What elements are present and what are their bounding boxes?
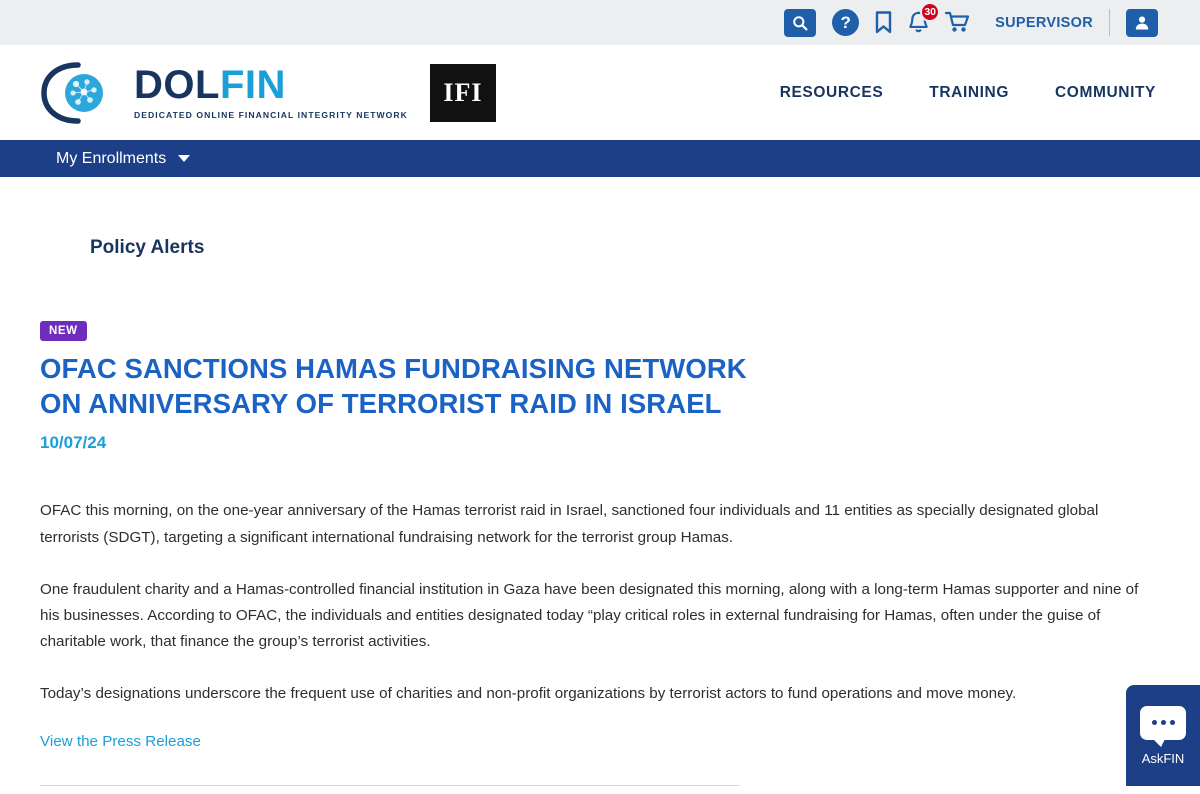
ifi-partner-logo[interactable]: IFI xyxy=(430,64,496,122)
secondary-navigation xyxy=(0,140,1200,177)
alert-date: 10/07/24 xyxy=(40,433,107,453)
utility-divider xyxy=(1109,9,1110,36)
alert-paragraph: One fraudulent charity and a Hamas-controlled financial institution in Gaza have been designated this morning, along with a long-term Hamas supporter and nine of his businesses. According to OFAC, the individuals and entities designated today “play critical roles in external fundraising for Hamas, often under the guise of charitable work, that finance the group’s terrorist activities. xyxy=(40,580,1139,650)
utility-icon-group xyxy=(784,6,1093,37)
chat-bubble-icon xyxy=(1140,706,1186,740)
alert-body xyxy=(40,498,1142,751)
page-title: Policy Alerts xyxy=(90,237,205,258)
notifications-icon[interactable] xyxy=(908,6,937,34)
alert-title: OFAC SANCTIONS HAMAS FUNDRAISING NETWORK ON ANNIVERSARY OF TERRORIST RAID IN ISRAEL xyxy=(40,353,747,420)
bookmark-icon[interactable] xyxy=(875,11,892,34)
search-icon[interactable] xyxy=(784,9,816,37)
alert-paragraph: OFAC this morning, on the one-year anniversary of the Hamas terrorist raid in Israel, sanctioned four individuals and 11 entities as specially designated global terrorists (SDGT), targeting a significant international fundraising network for the terrorist group Hamas. xyxy=(40,502,1099,546)
role-label: SUPERVISOR xyxy=(995,14,1093,31)
dolfin-logo-icon xyxy=(40,62,118,124)
alert-paragraph: Today’s designations underscore the frequent use of charities and non-profit organizations by terrorist actors to fund operations and move money. xyxy=(40,685,1017,703)
notification-count-badge: 30 xyxy=(920,2,940,22)
utility-bar xyxy=(0,0,1200,45)
chevron-down-icon xyxy=(178,155,190,162)
press-release-link[interactable]: View the Press Release xyxy=(40,733,201,751)
logo-text-dol: DOL xyxy=(134,63,220,107)
cart-icon[interactable] xyxy=(945,11,971,34)
askfin-label: AskFIN xyxy=(1141,750,1185,766)
status-badge: NEW xyxy=(40,321,87,341)
my-enrollments-menu[interactable] xyxy=(56,150,190,168)
dolfin-wordmark xyxy=(134,65,408,120)
logo-tagline: DEDICATED ONLINE FINANCIAL INTEGRITY NETWORK xyxy=(134,110,408,120)
nav-item-community[interactable]: COMMUNITY xyxy=(1055,83,1156,101)
logo-zone[interactable] xyxy=(40,62,496,124)
help-icon[interactable]: ? xyxy=(832,9,859,36)
askfin-chat-button[interactable] xyxy=(1126,685,1200,786)
content-divider xyxy=(40,785,740,786)
site-header xyxy=(0,45,1200,140)
nav-item-training[interactable]: TRAINING xyxy=(929,83,1010,101)
main-content xyxy=(0,237,1200,786)
main-navigation xyxy=(780,84,1160,102)
my-enrollments-label: My Enrollments xyxy=(56,149,167,167)
logo-text-fin: FIN xyxy=(219,63,286,107)
user-profile-icon[interactable] xyxy=(1126,9,1158,37)
nav-item-resources[interactable]: RESOURCES xyxy=(779,83,884,101)
